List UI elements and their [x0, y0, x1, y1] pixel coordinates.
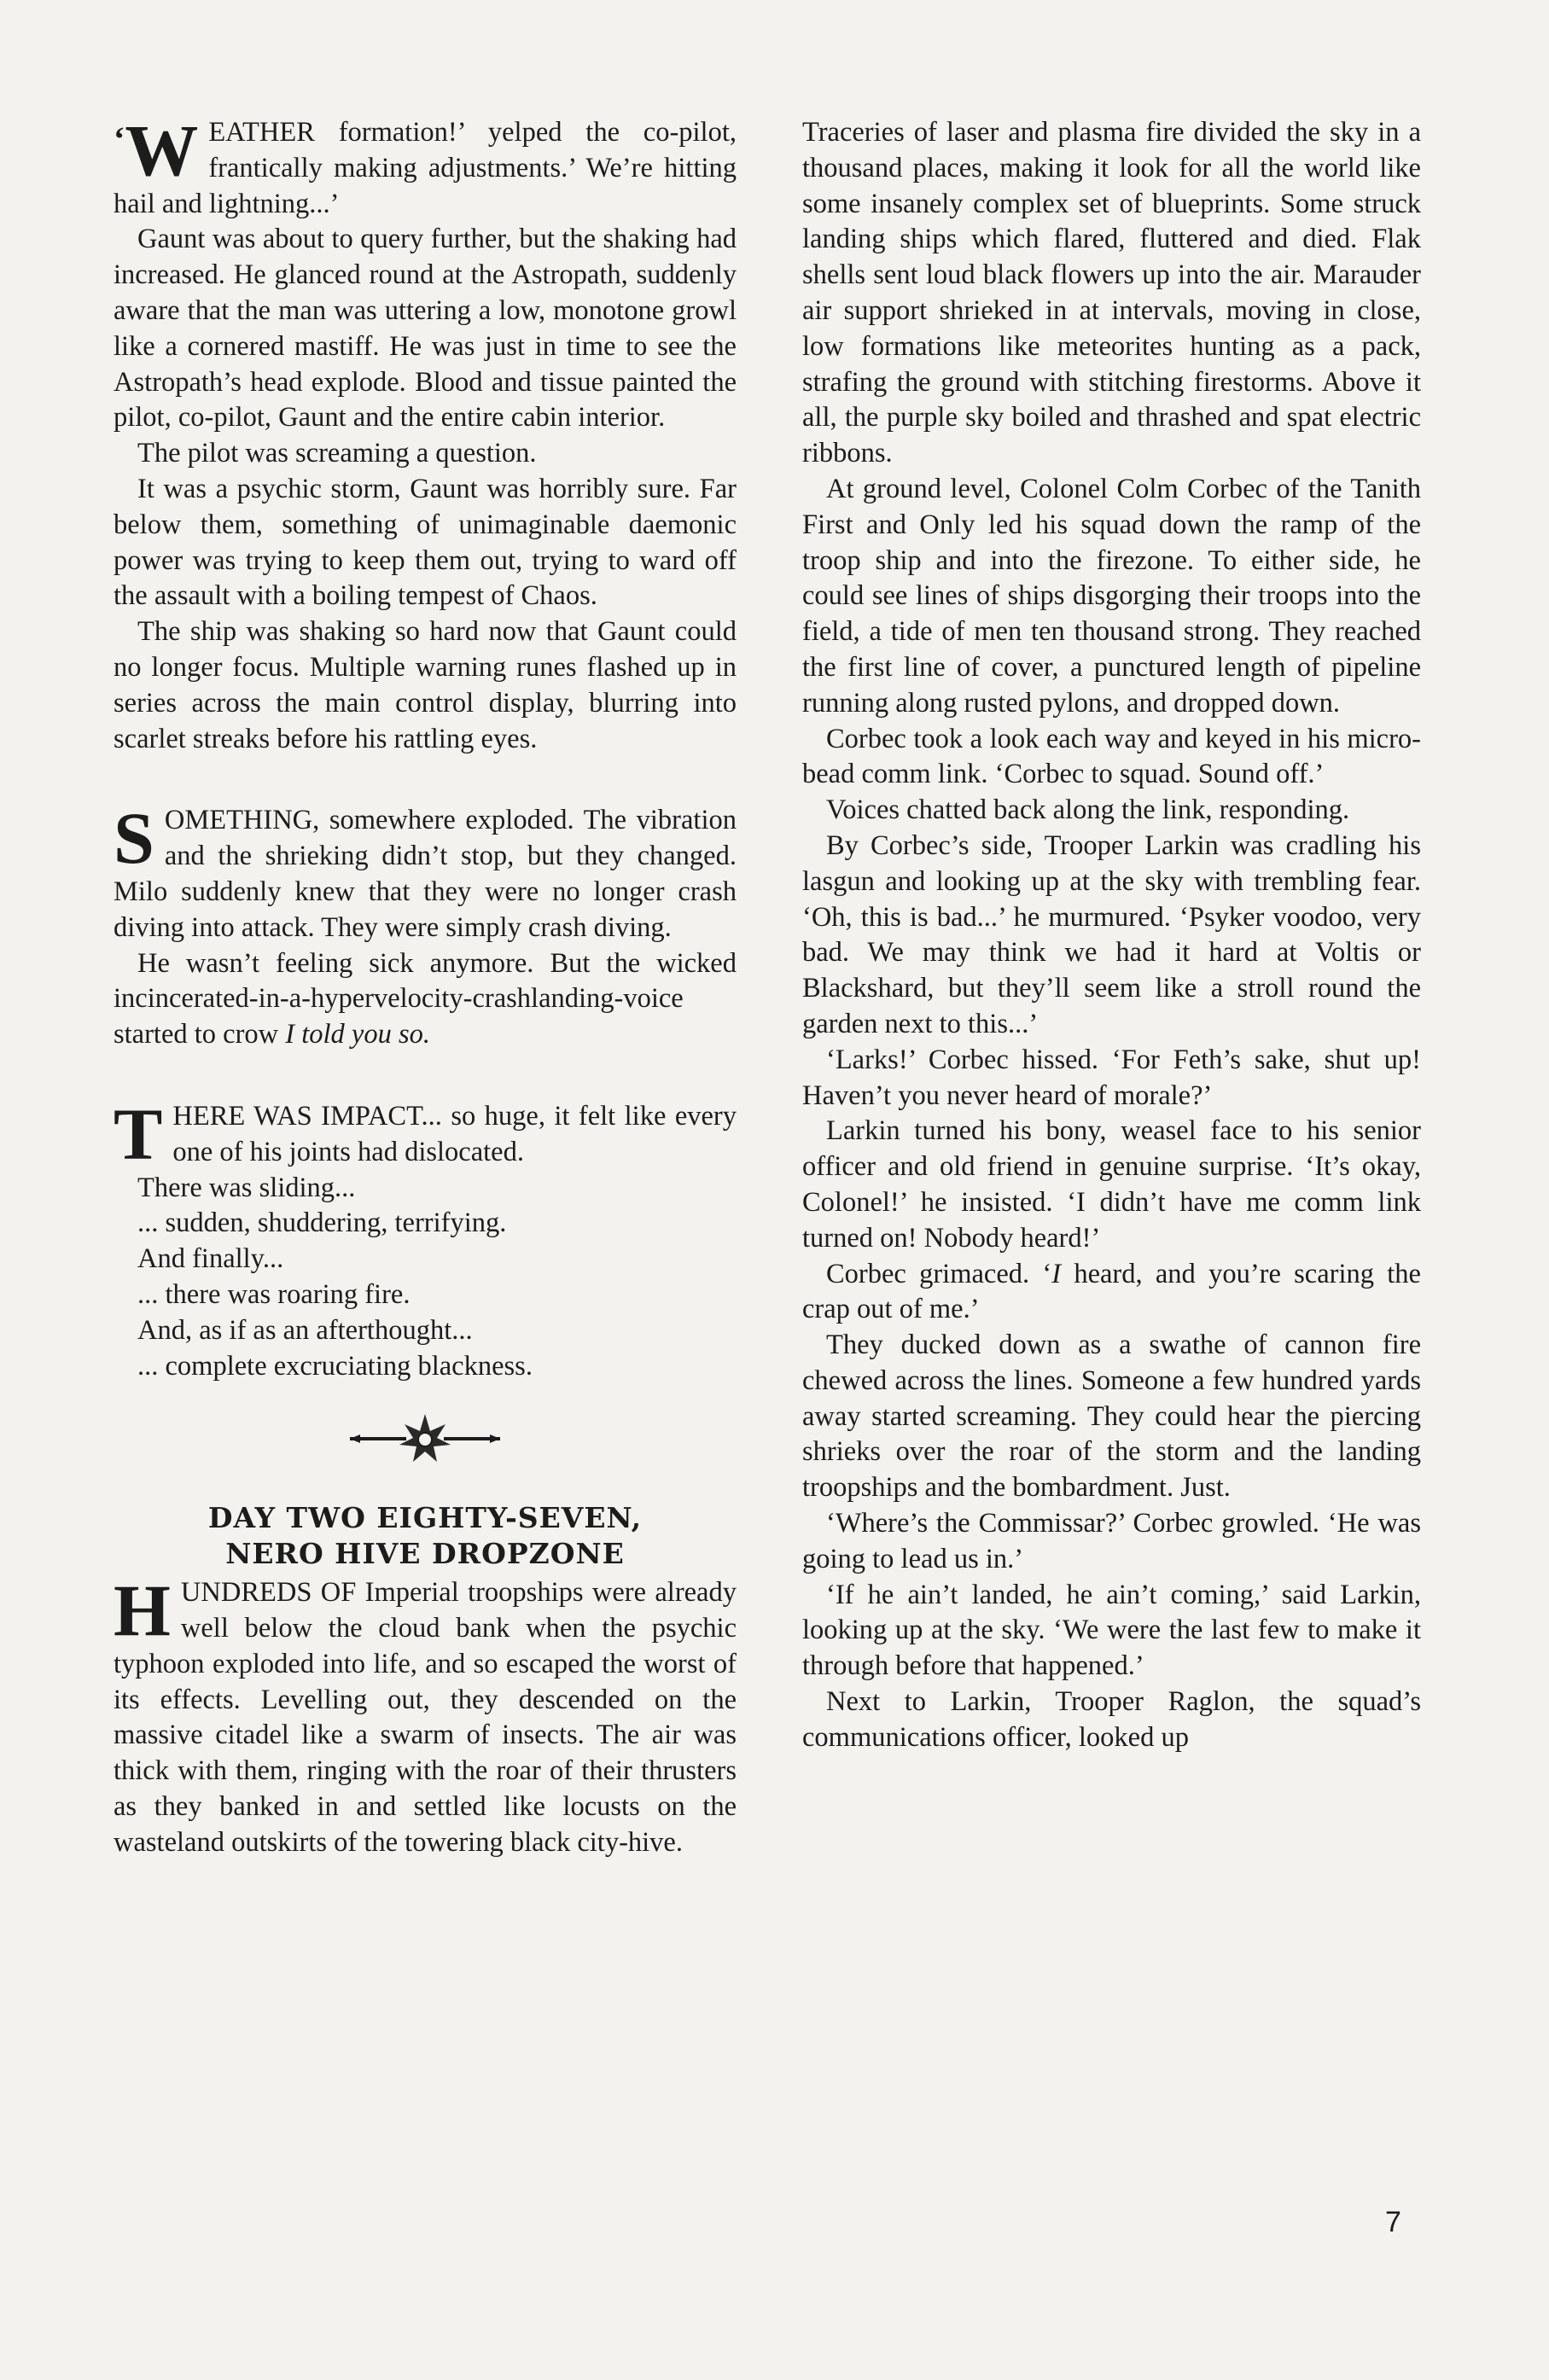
- drop-cap: T: [114, 1092, 163, 1175]
- paragraph: SOMETHING, somewhere exploded. The vibration and the shrieking didn’t stop, but they changed. Milo suddenly knew that they were no longer crash diving into attack. They were simply crash diving.: [114, 797, 737, 943]
- paragraph: And finally...: [137, 1243, 284, 1275]
- paragraph: ‘Larks!’ Corbec hissed. ‘For Feth’s sake, shut up! Haven’t you never heard of morale?’: [802, 1044, 1421, 1111]
- drop-cap: ‘W: [114, 109, 199, 191]
- paragraph: By Corbec’s side, Trooper Larkin was cradling his lasgun and looking up at the sky with trembling fear. ‘Oh, this is bad...’ he murmured. ‘Psyker voodoo, very bad. We may think we had it hard at Voltis or Blackshard, but they’ll seem like a stroll round the garden next to this...’: [802, 829, 1421, 1039]
- paragraph: Larkin turned his bony, weasel face to his senior officer and old friend in genuine surprise. ‘It’s okay, Colonel!’ he insisted. ‘I didn’t have me comm link turned on! Nobody heard!’: [802, 1115, 1421, 1254]
- paragraph: Corbec took a look each way and keyed in his micro-bead comm link. ‘Corbec to squad. Sound off.’: [802, 723, 1421, 790]
- paragraph: HUNDREDS OF Imperial troopships were already well below the cloud bank when the psychic typhoon exploded into life, and so escaped the worst of its effects. Levelling out, they descended on the massive citadel like a swarm of insects. The air was thick with them, ringing with the roar of their thrusters as they banked in and settled like locusts on the wasteland outskirts of the towering black city-hive.: [114, 1569, 737, 1858]
- paragraph: ‘Where’s the Commissar?’ Corbec growled. ‘He was going to lead us in.’: [802, 1508, 1421, 1574]
- section-heading: DAY TWO EIGHTY-SEVEN, NERO HIVE DROPZONE: [207, 1501, 643, 1571]
- page-number: 7: [1385, 2206, 1401, 2238]
- left-column: [114, 109, 737, 1861]
- paragraph: The ship was shaking so hard now that Gaunt could no longer focus. Multiple warning runes flashed up in series across the main control display, blurring into scarlet streaks before his rattling eyes.: [114, 616, 737, 754]
- paragraph: And, as if as an afterthought...: [137, 1314, 473, 1346]
- paragraph: Voices chatted back along the link, responding.: [826, 794, 1350, 826]
- paragraph: The pilot was screaming a question.: [137, 438, 537, 469]
- paragraph: ‘W EATHER formation!’ yelped the co-pilot, frantically making adjustments.’ We’re hitting hail and lightning...’: [114, 109, 737, 219]
- star-divider-icon: [340, 1409, 510, 1469]
- paragraph: At ground level, Colonel Colm Corbec of the Tanith First and Only led his squad down the ramp of the troop ship and into the firezone. To either side, he could see lines of ships disgorging their troops into the field, a tide of men ten thousand strong. They reached the first line of cover, a punctured length of pipeline running along rusted pylons, and dropped down.: [802, 473, 1421, 719]
- paragraph: Next to Larkin, Trooper Raglon, the squad’s communications officer, looked up: [802, 1686, 1421, 1753]
- paragraph: He wasn’t feeling sick anymore. But the wicked incincerated-in-a-hypervelocity-crashlanding-voice started to crow I told you so.: [114, 947, 737, 1050]
- right-column: [802, 115, 1421, 1756]
- drop-cap: H: [114, 1569, 171, 1652]
- paragraph: They ducked down as a swathe of cannon fire chewed across the lines. Someone a few hundred yards away started screaming. They could hear the piercing shrieks over the roar of the storm and the landing troopships and the bombardment. Just.: [802, 1330, 1421, 1504]
- paragraph: There was sliding...: [137, 1172, 356, 1203]
- paragraph: Gaunt was about to query further, but the shaking had increased. He glanced round at the Astropath, suddenly aware that the man was uttering a low, monotone growl like a cornered mastiff. He was just in time to see the Astropath’s head explode. Blood and tissue painted the pilot, co-pilot, Gaunt and the entire cabin interior.: [114, 224, 737, 434]
- paragraph: It was a psychic storm, Gaunt was horribly sure. Far below them, something of unimaginable daemonic power was trying to keep them out, trying to ward off the assault with a boiling tempest of Chaos.: [114, 473, 737, 612]
- paragraph: Corbec grimaced. ‘I heard, and you’re scaring the crap out of me.’: [802, 1258, 1421, 1325]
- paragraph: ... sudden, shuddering, terrifying.: [137, 1207, 507, 1239]
- drop-cap: S: [114, 797, 154, 880]
- section-divider: [114, 1396, 737, 1481]
- paragraph: Traceries of laser and plasma fire divided the sky in a thousand places, making it look for all the world like some insanely complex set of blueprints. Some struck landing ships which flared, fluttered and died. Flak shells sent loud black flowers up into the air. Marauder air support shrieked in at intervals, moving in close, low formations like meteorites hunting as a pack, strafing the ground with stitching firestorms. Above it all, the purple sky boiled and thrashed and spat electric ribbons.: [802, 117, 1421, 469]
- paragraph: ‘If he ain’t landed, he ain’t coming,’ said Larkin, looking up at the sky. ‘We were the last few to make it through before that happened.’: [802, 1579, 1421, 1682]
- paragraph: ... complete excruciating blackness.: [137, 1350, 533, 1382]
- paragraph: ... there was roaring fire.: [137, 1278, 411, 1310]
- paragraph: THERE WAS IMPACT... so huge, it felt like every one of his joints had dislocated.: [114, 1092, 737, 1175]
